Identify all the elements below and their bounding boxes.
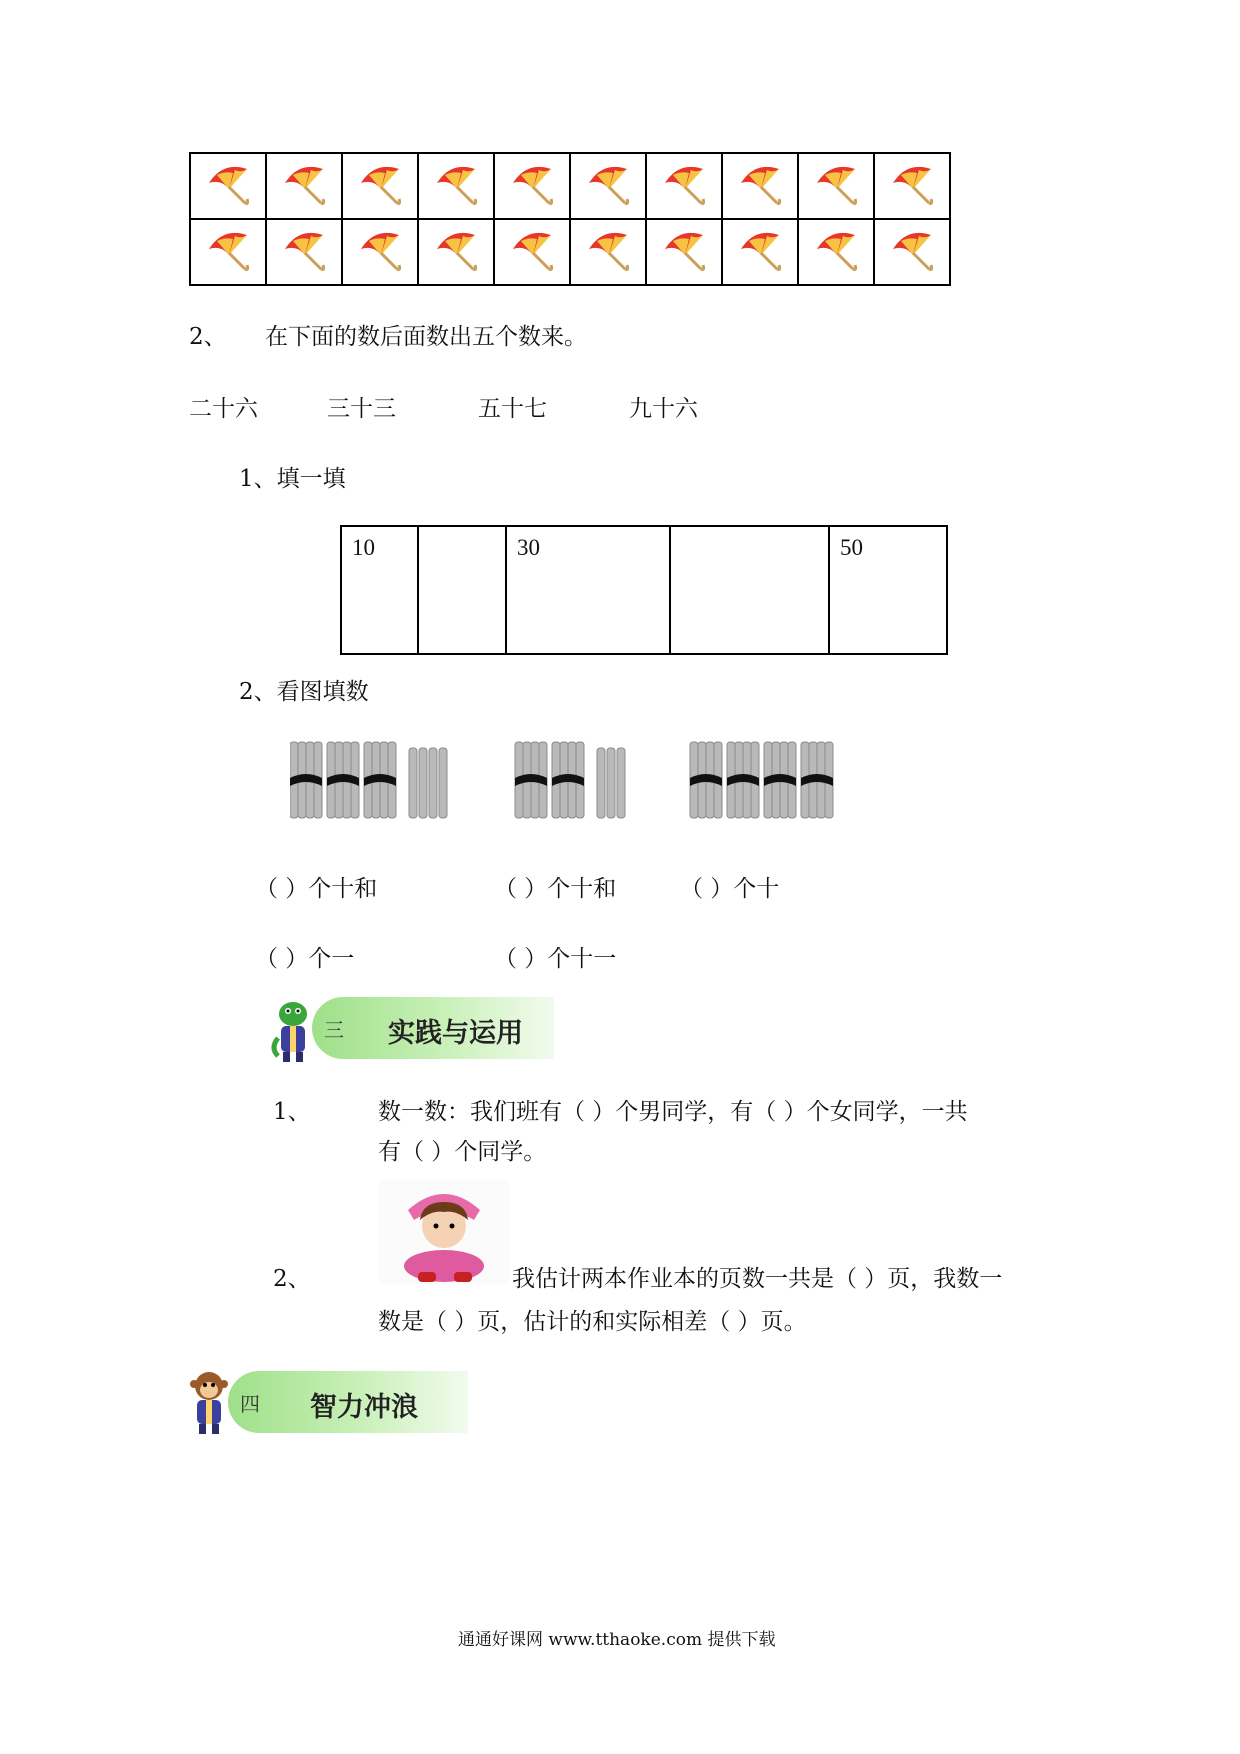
fill-table	[340, 525, 948, 655]
umbrella-cell	[646, 219, 722, 285]
stick-group	[515, 742, 625, 818]
ten-stick-bundle	[727, 742, 759, 818]
umbrella-cell	[722, 219, 798, 285]
umbrella-icon	[433, 192, 479, 211]
umbrella-cell	[342, 219, 418, 285]
single-stick	[409, 748, 417, 818]
umbrella-grid	[189, 152, 951, 286]
umbrella-cell	[418, 153, 494, 219]
umbrella-cell	[266, 219, 342, 285]
umbrella-cell	[418, 219, 494, 285]
section4-number: 四	[240, 1392, 260, 1416]
umbrella-icon	[661, 192, 707, 211]
blank-3a: （ ）个十	[680, 876, 780, 902]
ten-stick-bundle	[690, 742, 722, 818]
umbrella-icon	[357, 258, 403, 277]
s3-item1-line1: 数一数：我们班有（ ）个男同学，有（ ）个女同学，一共	[378, 1099, 968, 1125]
umbrella-cell	[342, 153, 418, 219]
stick-group	[690, 742, 833, 818]
umbrella-icon	[737, 192, 783, 211]
blank-1a: （ ）个十和	[255, 876, 378, 902]
start-number-4: 九十六	[629, 396, 698, 422]
umbrella-icon	[509, 258, 555, 277]
ten-stick-bundle	[364, 742, 396, 818]
ten-stick-bundle	[327, 742, 359, 818]
s3-item2-number: 2、	[273, 1266, 311, 1292]
umbrella-icon	[281, 258, 327, 277]
fill-cell[interactable]: 50	[829, 526, 947, 654]
umbrella-icon	[661, 258, 707, 277]
umbrella-icon	[585, 258, 631, 277]
stick-group	[290, 742, 447, 818]
blank-2a: （ ）个十和	[494, 876, 617, 902]
umbrella-icon	[737, 258, 783, 277]
umbrella-cell	[874, 219, 950, 285]
q2-number: 2、	[189, 324, 227, 350]
start-number-3: 五十七	[478, 396, 547, 422]
umbrella-cell	[570, 153, 646, 219]
umbrella-icon	[205, 258, 251, 277]
ten-stick-bundle	[290, 742, 322, 818]
single-stick	[419, 748, 427, 818]
umbrella-cell	[570, 219, 646, 285]
mascot-dragon-icon	[270, 998, 316, 1064]
s3-item2-line1: 我估计两本作业本的页数一共是（ ）页，我数一	[512, 1266, 1003, 1292]
stick-bundles-figure	[290, 738, 870, 828]
blank-2b: （ ）个十一	[494, 946, 617, 972]
umbrella-icon	[433, 258, 479, 277]
ten-stick-bundle	[515, 742, 547, 818]
umbrella-cell	[494, 219, 570, 285]
umbrella-cell	[874, 153, 950, 219]
s3-item2-line2: 数是（ ）页，估计的和实际相差（ ）页。	[378, 1309, 807, 1335]
fill-cell[interactable]	[418, 526, 506, 654]
umbrella-icon	[889, 192, 935, 211]
single-stick	[439, 748, 447, 818]
s3-item1-line2: 有（ ）个同学。	[378, 1139, 547, 1165]
umbrella-cell	[722, 153, 798, 219]
start-number-2: 三十三	[327, 396, 396, 422]
umbrella-icon	[813, 192, 859, 211]
umbrella-cell	[190, 153, 266, 219]
girl-thinking-icon	[378, 1180, 510, 1284]
section4-banner	[228, 1371, 468, 1433]
mascot-monkey-icon	[186, 1370, 232, 1436]
umbrella-icon	[585, 192, 631, 211]
section3-number: 三	[324, 1018, 344, 1042]
ten-stick-bundle	[764, 742, 796, 818]
umbrella-icon	[357, 192, 403, 211]
single-stick	[597, 748, 605, 818]
umbrella-icon	[889, 258, 935, 277]
blank-1b: （ ）个一	[255, 946, 355, 972]
umbrella-cell	[494, 153, 570, 219]
section3-banner	[312, 997, 554, 1059]
single-stick	[607, 748, 615, 818]
single-stick	[429, 748, 437, 818]
fill-cell[interactable]: 30	[506, 526, 670, 654]
umbrella-icon	[205, 192, 251, 211]
section3-title: 实践与运用	[388, 1018, 523, 1049]
fill-heading: 1、填一填	[239, 466, 346, 492]
ten-stick-bundle	[552, 742, 584, 818]
fill-cell[interactable]: 10	[341, 526, 418, 654]
s3-item1-number: 1、	[273, 1099, 311, 1125]
ten-stick-bundle	[801, 742, 833, 818]
umbrella-cell	[266, 153, 342, 219]
umbrella-cell	[798, 219, 874, 285]
umbrella-icon	[813, 258, 859, 277]
picture-heading: 2、看图填数	[239, 679, 369, 705]
umbrella-icon	[509, 192, 555, 211]
umbrella-cell	[798, 153, 874, 219]
footer-text: 通通好课网 www.tthaoke.com 提供下载	[458, 1630, 776, 1650]
q2-instruction: 在下面的数后面数出五个数来。	[265, 324, 587, 350]
umbrella-cell	[190, 219, 266, 285]
single-stick	[617, 748, 625, 818]
umbrella-icon	[281, 192, 327, 211]
umbrella-cell	[646, 153, 722, 219]
section4-title: 智力冲浪	[310, 1392, 418, 1423]
start-number-1: 二十六	[189, 396, 258, 422]
fill-cell[interactable]	[670, 526, 829, 654]
